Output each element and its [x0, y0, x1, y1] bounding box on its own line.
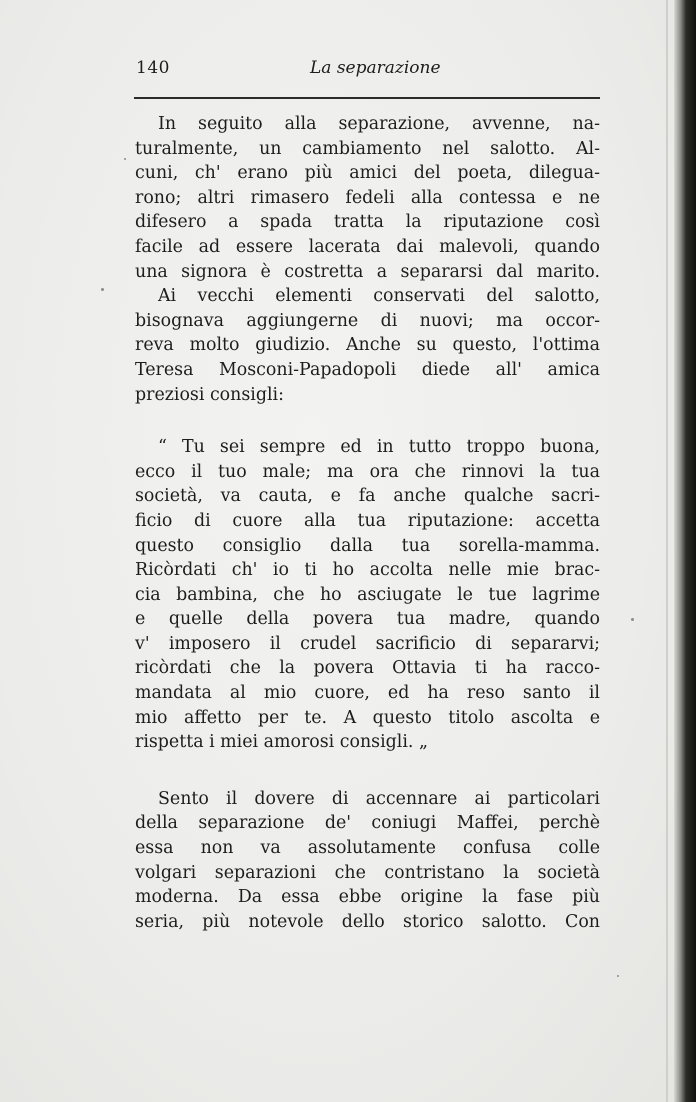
- text-line: cuni, ch' erano più amici del poeta, dilegua-: [135, 163, 600, 184]
- page-edge: [666, 0, 668, 1102]
- text-line: mandata al mio cuore, ed ha reso santo il: [135, 683, 600, 704]
- paragraph-2: [135, 284, 600, 407]
- text-line: reva molto giudizio. Anche su questo, l'ottima: [135, 335, 600, 356]
- text-line: cia bambina, che ho asciugate le tue lagrime: [135, 584, 600, 605]
- text-line: Ai vecchi elementi conservati del salotto,: [158, 286, 600, 307]
- text-line: “ Tu sei sempre ed in tutto troppo buona,: [158, 437, 600, 458]
- paragraph-gap: [135, 407, 600, 435]
- paper-speck: [631, 618, 634, 621]
- text-line: facile ad essere lacerata dai malevoli, quando: [135, 236, 600, 257]
- running-title: La separazione: [310, 58, 441, 78]
- text-line: bisognava aggiungerne di nuovi; ma occor-: [135, 310, 600, 331]
- text-line: ficio di cuore alla tua riputazione: accetta: [135, 510, 600, 531]
- text-line: mio affetto per te. A questo titolo ascolta e: [135, 707, 600, 728]
- text-line: v' imposero il crudel sacrificio di separarvi;: [135, 633, 600, 654]
- text-line: Sento il dovere di accennare ai particolari: [158, 788, 600, 809]
- paragraph-gap: [135, 755, 600, 787]
- text-line: ecco il tuo male; ma ora che rinnovi la tua: [135, 461, 600, 482]
- text-line: Ricòrdati ch' io ti ho accolta nelle mie brac-: [135, 560, 600, 581]
- text-line: seria, più notevole dello storico salotto. Con: [135, 911, 600, 932]
- page-header: [136, 58, 598, 88]
- text-line: essa non va assolutamente confusa colle: [135, 838, 600, 859]
- text-line: Teresa Mosconi-Papadopoli diede all' amica: [135, 359, 600, 380]
- paper-speck: [124, 158, 126, 160]
- book-spine-shadow: [674, 0, 696, 1102]
- header-rule: [134, 97, 600, 99]
- text-line: e quelle della povera tua madre, quando: [135, 609, 600, 630]
- body-text: [135, 112, 600, 934]
- text-line: ricòrdati che la povera Ottavia ti ha racco-: [135, 658, 600, 679]
- text-line: turalmente, un cambiamento nel salotto. Al-: [135, 138, 600, 159]
- text-line: difesero a spada tratta la riputazione così: [135, 212, 600, 233]
- paragraph-1: [135, 112, 600, 284]
- quoted-letter: [135, 435, 600, 755]
- text-line: In seguito alla separazione, avvenne, na-: [158, 114, 600, 134]
- page-number: 140: [136, 58, 170, 78]
- text-line: moderna. Da essa ebbe origine la fase più: [135, 887, 600, 908]
- text-line: della separazione de' coniugi Maffei, perchè: [135, 813, 600, 834]
- text-line: rono; altri rimasero fedeli alla contessa e ne: [135, 187, 600, 208]
- paper-speck: [101, 288, 104, 291]
- paragraph-4: [135, 787, 600, 935]
- text-line: preziosi consigli:: [135, 384, 284, 405]
- paper-speck: [617, 975, 619, 977]
- text-line: rispetta i miei amorosi consigli. „: [135, 732, 428, 753]
- text-line: volgari separazioni che contristano la società: [135, 862, 600, 883]
- text-line: questo consiglio dalla tua sorella-mamma.: [135, 535, 600, 556]
- text-line: una signora è costretta a separarsi dal marito.: [135, 261, 600, 282]
- text-line: società, va cauta, e fa anche qualche sacri-: [135, 486, 600, 507]
